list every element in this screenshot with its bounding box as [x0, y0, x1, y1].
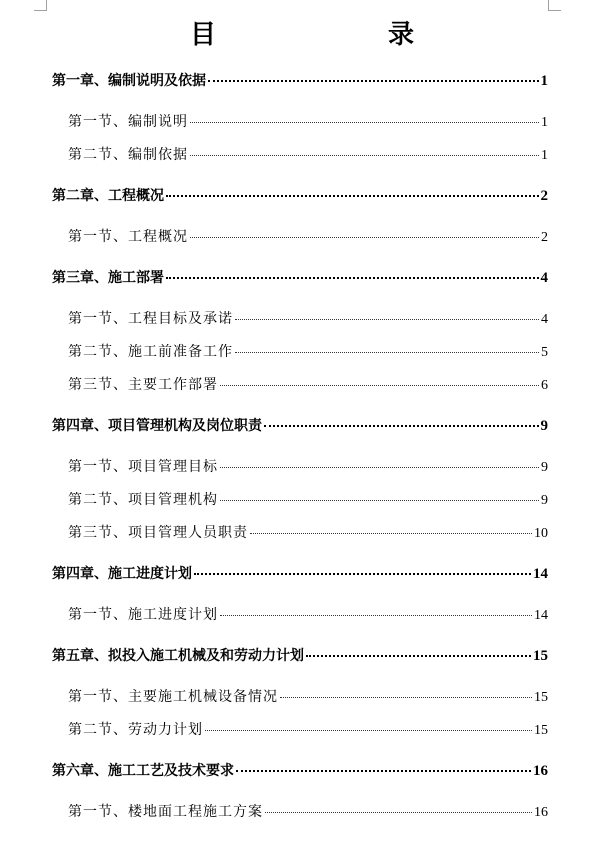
toc-page-number: 15 [534, 723, 548, 738]
toc-section-entry[interactable] [68, 522, 548, 542]
toc-section-entry[interactable] [68, 719, 548, 739]
toc-page-number: 9 [541, 493, 548, 508]
toc-page-number: 1 [541, 148, 548, 163]
dot-leader [235, 352, 539, 353]
dot-leader [220, 385, 539, 386]
toc-page-number: 14 [534, 608, 548, 623]
dot-leader [220, 467, 539, 468]
toc-entry-label: 第二节、劳动力计划 [68, 722, 203, 738]
toc-page-number: 10 [534, 526, 548, 541]
dot-leader [220, 500, 539, 501]
toc-section-entry[interactable] [68, 604, 548, 624]
toc-section-entry[interactable] [68, 308, 548, 328]
toc-entry-label: 第二节、施工前准备工作 [68, 344, 233, 360]
dot-leader [166, 195, 539, 197]
toc-page-number: 14 [533, 566, 548, 582]
toc-entry-label: 第一节、工程概况 [68, 229, 188, 245]
toc-chapter-entry[interactable] [52, 267, 548, 287]
page-corner-mark-right [548, 0, 561, 11]
toc-page-number: 9 [540, 418, 548, 434]
toc-entry-label: 第一节、施工进度计划 [68, 607, 218, 623]
dot-leader [306, 655, 531, 657]
dot-leader [235, 319, 539, 320]
page-corner-mark-left [34, 0, 47, 11]
toc-title: 目 录 [189, 20, 454, 50]
toc-section-entry[interactable] [68, 801, 548, 821]
toc-chapter-entry[interactable] [52, 645, 548, 665]
dot-leader [208, 80, 539, 82]
dot-leader [190, 122, 539, 123]
dot-leader [264, 425, 539, 427]
toc-entry-label: 第四章、施工进度计划 [52, 566, 192, 582]
toc-entry-label: 第二章、工程概况 [52, 188, 164, 204]
toc-chapter-entry[interactable] [52, 70, 548, 90]
toc-section-entry[interactable] [68, 144, 548, 164]
dot-leader [166, 277, 539, 279]
toc-entry-label: 第二节、编制依据 [68, 147, 188, 163]
toc-page-number: 2 [540, 188, 548, 204]
dot-leader [220, 615, 532, 616]
dot-leader [190, 155, 539, 156]
toc-page-number: 1 [540, 73, 548, 89]
toc-page-number: 1 [541, 115, 548, 130]
dot-leader [194, 573, 531, 575]
toc-page-number: 15 [534, 690, 548, 705]
toc-section-entry[interactable] [68, 341, 548, 361]
toc-entry-label: 第六章、施工工艺及技术要求 [52, 763, 234, 779]
toc-entry-label: 第一节、楼地面工程施工方案 [68, 804, 263, 820]
dot-leader [280, 697, 532, 698]
toc-entry-label: 第一节、主要施工机械设备情况 [68, 689, 278, 705]
toc-section-entry[interactable] [68, 374, 548, 394]
toc-entry-label: 第三章、施工部署 [52, 270, 164, 286]
toc-entry-label: 第一章、编制说明及依据 [52, 73, 206, 89]
toc-page-number: 4 [541, 312, 548, 327]
toc-entry-label: 第四章、项目管理机构及岗位职责 [52, 418, 262, 434]
toc-entry-label: 第二节、项目管理机构 [68, 492, 218, 508]
toc-chapter-entry[interactable] [52, 760, 548, 780]
toc-entry-label: 第五章、拟投入施工机械及和劳动力计划 [52, 648, 304, 664]
toc-page-number: 6 [541, 378, 548, 393]
toc-entry-label: 第一节、工程目标及承诺 [68, 311, 233, 327]
dot-leader [236, 770, 531, 772]
toc-page-number: 5 [541, 345, 548, 360]
toc-section-entry[interactable] [68, 226, 548, 246]
toc-page-number: 16 [534, 805, 548, 820]
toc-page-number: 9 [541, 460, 548, 475]
toc-page-number: 16 [533, 763, 548, 779]
toc-entry-label: 第三节、主要工作部署 [68, 377, 218, 393]
dot-leader [190, 237, 539, 238]
toc-section-entry[interactable] [68, 111, 548, 131]
toc-chapter-entry[interactable] [52, 415, 548, 435]
toc-section-entry[interactable] [68, 686, 548, 706]
toc-page-number: 2 [541, 230, 548, 245]
dot-leader [250, 533, 532, 534]
toc-chapter-entry[interactable] [52, 185, 548, 205]
toc-section-entry[interactable] [68, 456, 548, 476]
dot-leader [205, 730, 532, 731]
dot-leader [265, 812, 532, 813]
toc-section-entry[interactable] [68, 489, 548, 509]
toc-page-number: 4 [540, 270, 548, 286]
toc-chapter-entry[interactable] [52, 563, 548, 583]
toc-page-number: 15 [533, 648, 548, 664]
toc-entry-label: 第一节、编制说明 [68, 114, 188, 130]
toc-entry-label: 第一节、项目管理目标 [68, 459, 218, 475]
toc-entry-label: 第三节、项目管理人员职责 [68, 525, 248, 541]
